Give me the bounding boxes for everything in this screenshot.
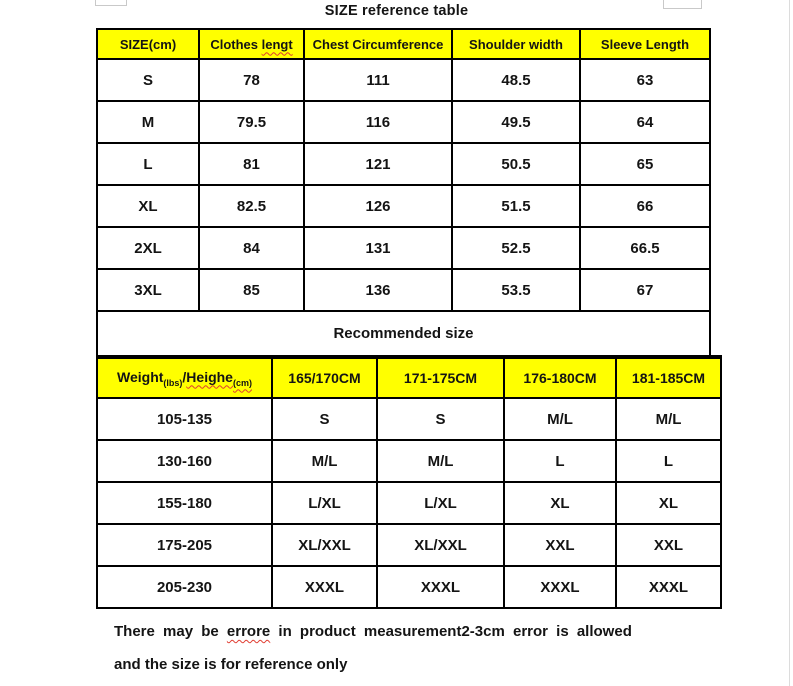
cell-size-reco: XL (617, 483, 722, 525)
cell-size-reco: M/L (505, 399, 617, 441)
recommend-table-header-row (98, 359, 722, 399)
header-height-181-185: 181-185CM (617, 359, 722, 399)
cell-size: S (98, 60, 200, 102)
cell-size: 2XL (98, 228, 200, 270)
cell-size: M (98, 102, 200, 144)
footer-note-part2: in product measurement2-3cm error is allowed (270, 623, 632, 640)
table-row-s (98, 60, 711, 102)
cell-size-reco: XXXL (273, 567, 378, 609)
header-size-cm: SIZE(cm) (98, 30, 200, 60)
header-clothes-length-prefix: Clothes (210, 36, 258, 52)
cell-sleeve: 66.5 (581, 228, 711, 270)
cell-size-reco: XXXL (378, 567, 505, 609)
cell-chest: 121 (305, 144, 453, 186)
cell-size: XL (98, 186, 200, 228)
cell-size-reco: XXXL (617, 567, 722, 609)
weight-label: Weight (117, 368, 164, 385)
size-table-header-row (98, 30, 711, 60)
cell-size-reco: L/XL (378, 483, 505, 525)
table-row-2xl (98, 228, 711, 270)
header-shoulder-width: Shoulder width (453, 30, 581, 60)
cell-clothes-length: 84 (200, 228, 305, 270)
table-row-m (98, 102, 711, 144)
cell-shoulder: 50.5 (453, 144, 581, 186)
cell-sleeve: 65 (581, 144, 711, 186)
cell-weight-range: 130-160 (98, 441, 273, 483)
cell-shoulder: 49.5 (453, 102, 581, 144)
cell-chest: 136 (305, 270, 453, 312)
header-height-165-170: 165/170CM (273, 359, 378, 399)
header-height-171-175: 171-175CM (378, 359, 505, 399)
cell-shoulder: 48.5 (453, 60, 581, 102)
cell-size-reco: S (378, 399, 505, 441)
cell-sleeve: 63 (581, 60, 711, 102)
cell-weight-range: 155-180 (98, 483, 273, 525)
cell-size-reco: XXL (617, 525, 722, 567)
header-sleeve-length: Sleeve Length (581, 30, 711, 60)
table-row-weight-130-160 (98, 441, 722, 483)
cell-sleeve: 67 (581, 270, 711, 312)
cell-weight-range: 205-230 (98, 567, 273, 609)
size-reference-table (96, 28, 711, 355)
cell-size-reco: XXL (505, 525, 617, 567)
recommended-size-table (96, 355, 722, 609)
weight-height-separator: / (182, 368, 187, 385)
cell-clothes-length: 85 (200, 270, 305, 312)
table-row-weight-175-205 (98, 525, 722, 567)
footer-note-part1: There may be (114, 623, 227, 640)
cell-size-reco: S (273, 399, 378, 441)
cell-sleeve: 64 (581, 102, 711, 144)
header-clothes-length (200, 30, 305, 60)
cell-chest: 116 (305, 102, 453, 144)
footer-note-misspelled: errore (226, 623, 271, 640)
header-clothes-length-misspelled: lengt (261, 36, 293, 52)
cell-clothes-length: 81 (200, 144, 305, 186)
cell-size-reco: XL/XXL (273, 525, 378, 567)
cell-clothes-length: 79.5 (200, 102, 305, 144)
table-row-l (98, 144, 711, 186)
table-row-xl (98, 186, 711, 228)
cell-sleeve: 66 (581, 186, 711, 228)
cell-size-reco: M/L (617, 399, 722, 441)
cell-size-reco: XXXL (505, 567, 617, 609)
recommended-size-row (98, 312, 711, 355)
header-height-176-180: 176-180CM (505, 359, 617, 399)
height-unit-subscript: (cm) (232, 377, 252, 388)
header-chest-circumference: Chest Circumference (305, 30, 453, 60)
cell-size: L (98, 144, 200, 186)
header-weight-height (98, 359, 273, 399)
cell-size-reco: L (505, 441, 617, 483)
weight-unit-subscript: (lbs) (163, 377, 183, 388)
table-row-3xl (98, 270, 711, 312)
table-row-weight-105-135 (98, 399, 722, 441)
cell-chest: 111 (305, 60, 453, 102)
recommended-size-label: Recommended size (98, 312, 711, 355)
page-edge-line (789, 0, 790, 686)
cell-chest: 126 (305, 186, 453, 228)
cell-clothes-length: 82.5 (200, 186, 305, 228)
cell-shoulder: 52.5 (453, 228, 581, 270)
cell-size-reco: L (617, 441, 722, 483)
cell-chest: 131 (305, 228, 453, 270)
cell-size-reco: XL (505, 483, 617, 525)
footer-note-line2: and the size is for reference only (114, 656, 348, 673)
cell-size-reco: M/L (378, 441, 505, 483)
page-title: SIZE reference table (324, 3, 469, 19)
footer-note-line1 (114, 623, 632, 640)
cell-weight-range: 175-205 (98, 525, 273, 567)
cell-size-reco: M/L (273, 441, 378, 483)
cell-size: 3XL (98, 270, 200, 312)
cell-size-reco: L/XL (273, 483, 378, 525)
table-row-weight-205-230 (98, 567, 722, 609)
table-row-weight-155-180 (98, 483, 722, 525)
cell-shoulder: 51.5 (453, 186, 581, 228)
cell-shoulder: 53.5 (453, 270, 581, 312)
height-label-misspelled: Heighe (186, 368, 233, 385)
cell-size-reco: XL/XXL (378, 525, 505, 567)
cell-weight-range: 105-135 (98, 399, 273, 441)
cell-clothes-length: 78 (200, 60, 305, 102)
